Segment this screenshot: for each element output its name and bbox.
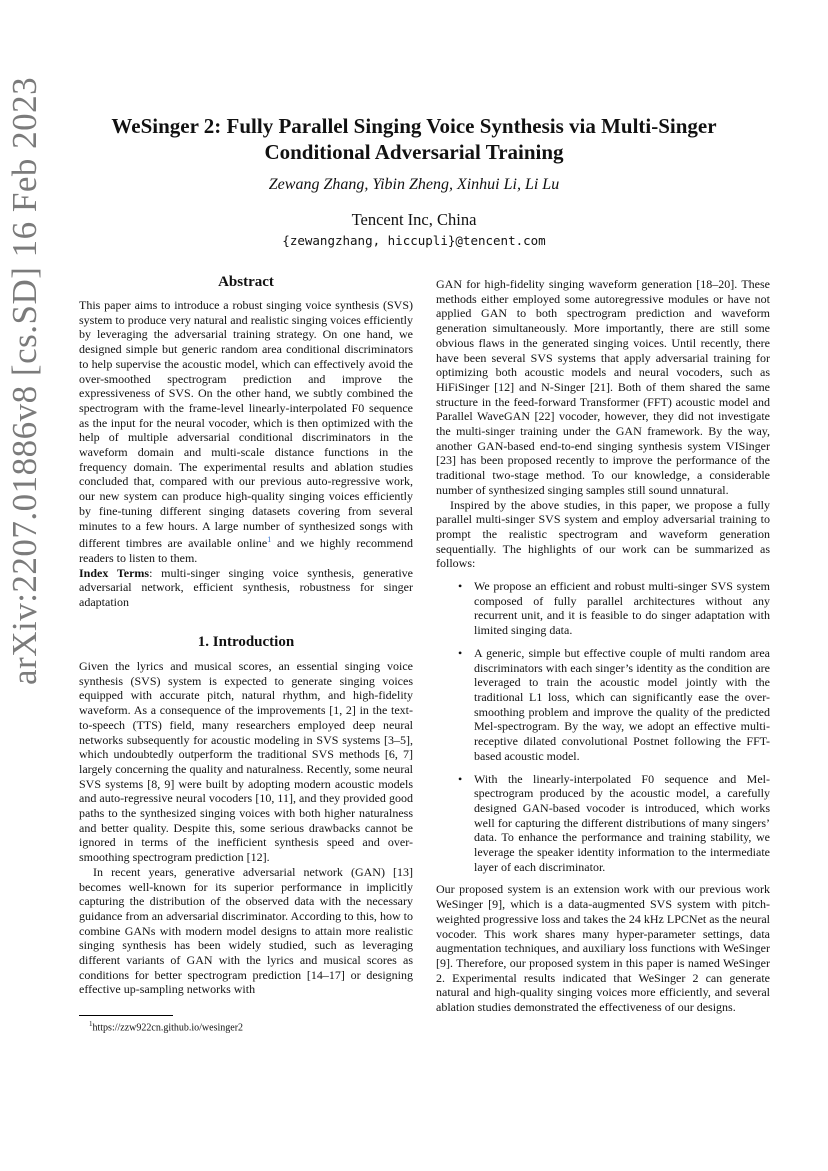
intro-paragraph-1: Given the lyrics and musical scores, an essential singing voice synthesis (SVS) system is expected to generate singing voices equipped with accurate pitch, natural rhythm, and high-fidelity waveform. As a consequence of the improvements [1, 2] in the text-to-speech (TTS) field, many researchers employed deep neural networks subsequently for acoustic modeling in SVS systems [3–5], which undoubtedly outperform the traditional SVS methods [6, 7] largely concerning the quality and naturalness. Recently, some neural SVS systems [8, 9] were built by adopting modern acoustic models and auto-regressive neural vocoders [10, 11], and they provided good paths to the synthesized singing voices with both higher naturalness and better quality. Despite this, some serious drawbacks cannot be ignored in terms of the inefficient synthesis speed and over-smoothing spectrogram prediction [12]. [79,659,413,865]
right-paragraph-1: GAN for high-fidelity singing waveform generation [18–20]. These methods either employed some autoregressive modules or have not applied GAN to both spectrogram prediction and waveform generation simultaneously. More importantly, there are still some obvious flaws in the generated singing voices. Until recently, there have been several SVS systems that apply adversarial training for optimizing both acoustic models and neural vocoders, such as HiFiSinger [12] and N-Singer [21]. Both of them shared the same structure in the feed-forward Transformer (FFT) acoustic model and Parallel WaveGAN [22] vocoder, however, they did not investigate the multi-singer training under the GAN framework. By the way, another GAN-based end-to-end singing synthesis system VISinger [23] has been proposed recently to improve the performance of the traditional two-stage method. To our knowledge, a considerable number of synthesized singing samples still sound unnatural. [436,277,770,497]
abstract-body [79,298,413,610]
introduction-heading: 1. Introduction [197,634,295,650]
author-email: {zewangzhang, hiccupli}@tencent.com [282,233,546,248]
arxiv-identifier: arXiv:2207.01886v8 [cs.SD] 16 Feb 2023 [5,76,44,685]
right-paragraph-3: Our proposed system is an extension work with our previous work WeSinger [9], which is a data-augmented SVS system with pitch-weighted progressive loss and takes the 24 kHz LPCNet as the neural vocoder. This work shares many hyper-parameter settings, data augmentation techniques, and auxiliary loss functions with WeSinger [9]. Therefore, our proposed system in this paper is named WeSinger 2. Experimental results indicated that WeSinger 2 can generate natural and high-quality singing voices more efficiently, and several ablation studies demonstrated the effectiveness of our designs. [436,882,770,1015]
highlight-item: • With the linearly-interpolated F0 sequence and Mel-spectrogram produced by the acoustic model, a carefully designed GAN-based vocoder is introduced, which works well for capturing the different distributions of many singers’ data. To enhance the performance and training stability, we leverage the speaker identity information to the intermediate layer of each discriminator. [454,772,770,875]
author-list: Zewang Zhang, Yibin Zheng, Xinhui Li, Li Lu [268,176,560,193]
abstract-heading: Abstract [218,274,274,290]
footnote-link[interactable]: 1 [267,535,272,545]
highlight-item: • A generic, simple but effective couple of multi random area discriminators with each singer’s identity as the condition are leveraged to train the acoustic model jointly with the traditional L1 loss, which can significantly ease the over-smoothing problem and improve the quality of the predicted Mel-spectrogram. By the way, we adopt an effective multi-receptive dilated convolutional Postnet following the FFT-based acoustic model. [454,646,770,764]
affiliation: Tencent Inc, China [351,210,477,229]
abstract-text: This paper aims to introduce a robust singing voice synthesis (SVS) system to produce very natural and realistic singing voices efficiently by leveraging the adversarial training strategy. On one hand, we designed simple but generic random area conditional discriminators to help supervise the acoustic model, which can effectively avoid the over-smoothed spectrogram prediction and improve the expressiveness of SVS. On the other hand, we subtly combined the spectrogram with the frame-level linearly-interpolated F0 sequence as the input for the neural vocoder, which is then optimized with the help of multiple adversarial conditional discriminators in the waveform domain and multi-scale distance functions in the frequency domain. The experimental results and ablation studies concluded that, compared with our previous auto-regressive work, our new system can produce high-quality singing voices efficiently by fine-tuning different singing datasets covering from several minutes to a few hours. A large number of synthesized songs with different timbres are available online [79,298,413,551]
highlights-list [436,579,770,874]
index-terms: : multi-singer singing voice synthesis, generative adversarial network, efficient synthesis, robustness for singer adaptation [79,565,413,610]
footnote-rule [79,1015,173,1016]
intro-paragraph-2: In recent years, generative adversarial network (GAN) [13] becomes well-known for its superior performance in implicitly capturing the distribution of the observed data with the necessary guidance from an adversarial discriminator. According to this, how to combine GANs with modern model designs to attain more realistic singing synthesis has been widely studied, such as leveraging different variants of GAN with the lyrics and musical scores as conditions for better spectrogram prediction [14–17] or designing effective up-sampling networks with [79,864,413,997]
right-column [436,277,770,1015]
footnote-url[interactable]: https://zzw922cn.github.io/wesinger2 [92,1022,244,1034]
right-paragraph-2: Inspired by the above studies, in this paper, we propose a fully parallel multi-singer SVS system and employ adversarial training to prompt the realistic spectrogram and waveform generation sequentially. The highlights of our work can be summarized as follows: [436,497,770,571]
footnote-mark: 1 [89,1020,93,1028]
index-terms-label: Index Terms [79,565,150,580]
highlight-item: • We propose an efficient and robust multi-singer SVS system composed of fully parallel architectures without any recurrent unit, and it is feasible to do singer adaptation with limited singing data. [454,579,770,638]
introduction-body [79,659,413,997]
footnote [89,1020,243,1033]
paper-title: WeSinger 2: Fully Parallel Singing Voice Synthesis via Multi-Singer Conditional Adversarial Training [111,114,717,164]
abstract-tail: and we highly recommend readers to listen to them. [79,536,413,565]
